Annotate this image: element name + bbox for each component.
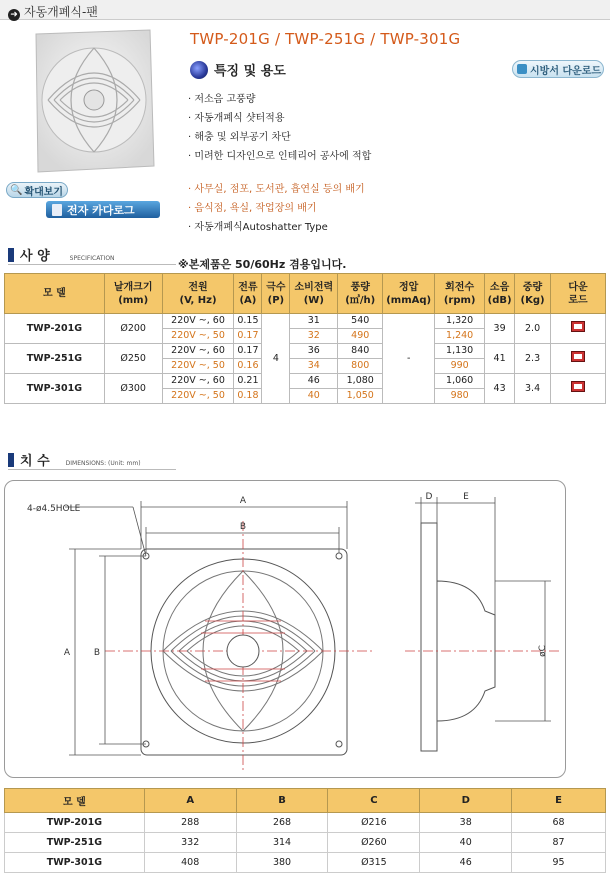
table-cell: 268	[236, 813, 328, 833]
table-cell: 220V ~, 50	[162, 329, 234, 344]
table-cell: 990	[435, 359, 485, 374]
breadcrumb	[0, 0, 610, 20]
breadcrumb-label: 자동개폐식-팬	[24, 5, 98, 19]
col-header: E	[512, 789, 606, 813]
static-pressure-cell: -	[383, 314, 435, 404]
list-item: · 자동개폐식Autoshatter Type	[188, 222, 328, 233]
table-cell: 1,320	[435, 314, 485, 329]
list-item: · 해충 및 외부공기 차단	[188, 132, 291, 143]
dim-label-c: øC	[538, 645, 548, 657]
col-header: 중량 (Kg)	[515, 274, 551, 314]
dim-label-e: E	[463, 492, 469, 502]
dimensions-heading: 치 수 DIMENSIONS: (Unit: mm)	[8, 450, 141, 469]
table-cell: 34	[290, 359, 338, 374]
col-header: 소음 (dB)	[485, 274, 515, 314]
table-cell: 380	[236, 853, 328, 873]
table-cell: Ø216	[328, 813, 420, 833]
table-cell: 36	[290, 344, 338, 359]
table-row	[5, 344, 606, 359]
magnifier-icon: 🔍	[10, 184, 23, 196]
col-header: D	[420, 789, 512, 813]
table-cell: TWP-301G	[5, 853, 145, 873]
table-cell: 0.18	[234, 389, 262, 404]
divider	[8, 469, 176, 470]
table-cell: 2.3	[515, 344, 551, 374]
table-row	[5, 314, 606, 329]
dim-label-b: B	[239, 522, 247, 532]
poles-cell: 4	[262, 314, 290, 404]
table-cell: 39	[485, 314, 515, 344]
col-header: 모 델	[5, 789, 145, 813]
table-row	[5, 813, 606, 833]
table-cell: 980	[435, 389, 485, 404]
col-header: C	[328, 789, 420, 813]
col-header: 모 델	[5, 274, 105, 314]
e-catalog-button[interactable]: 전자 카다로그	[46, 201, 160, 218]
list-item: · 저소음 고풍량	[188, 94, 256, 105]
zoom-button[interactable]: 🔍 확대보기	[6, 182, 68, 198]
features-heading: 특징 및 용도	[190, 60, 286, 79]
table-cell: 2.0	[515, 314, 551, 344]
table-cell: TWP-251G	[5, 344, 105, 374]
table-cell: 314	[236, 833, 328, 853]
col-header: 날개크기 (mm)	[104, 274, 162, 314]
table-cell: Ø315	[328, 853, 420, 873]
table-cell: 31	[290, 314, 338, 329]
table-cell: 0.17	[234, 344, 262, 359]
section-marker	[8, 453, 14, 467]
table-cell: 46	[290, 374, 338, 389]
table-row	[5, 853, 606, 873]
table-cell: 43	[485, 374, 515, 404]
table-cell: 490	[338, 329, 383, 344]
col-header: B	[236, 789, 328, 813]
table-cell: 46	[420, 853, 512, 873]
table-cell: Ø250	[104, 344, 162, 374]
col-header: 전원 (V, Hz)	[162, 274, 234, 314]
table-cell: 220V ~, 60	[162, 374, 234, 389]
col-header: A	[144, 789, 236, 813]
col-header: 회전수 (rpm)	[435, 274, 485, 314]
table-cell: 38	[420, 813, 512, 833]
table-cell: 220V ~, 60	[162, 314, 234, 329]
table-cell	[551, 314, 606, 344]
section-marker	[8, 248, 14, 262]
drawing-svg	[5, 481, 565, 777]
table-cell: 0.17	[234, 329, 262, 344]
col-header: 정압 (mmAq)	[383, 274, 435, 314]
table-cell: 32	[290, 329, 338, 344]
table-cell: 87	[512, 833, 606, 853]
divider	[8, 264, 176, 265]
orb-icon	[190, 61, 208, 79]
dim-label-b-vertical: B	[93, 648, 101, 658]
table-cell: Ø260	[328, 833, 420, 853]
table-cell: 41	[485, 344, 515, 374]
dim-label-a-vertical: A	[63, 648, 71, 658]
spec-table	[4, 273, 606, 404]
table-row	[5, 833, 606, 853]
table-row	[5, 374, 606, 389]
table-cell: 3.4	[515, 374, 551, 404]
col-header: 극수 (P)	[262, 274, 290, 314]
table-cell: TWP-251G	[5, 833, 145, 853]
table-cell: 408	[144, 853, 236, 873]
table-cell: 0.21	[234, 374, 262, 389]
table-cell: 540	[338, 314, 383, 329]
book-icon	[52, 204, 62, 216]
table-cell: TWP-201G	[5, 813, 145, 833]
table-cell: 0.15	[234, 314, 262, 329]
table-cell: 1,080	[338, 374, 383, 389]
frequency-note: ※본제품은 50/60Hz 겸용입니다.	[178, 258, 347, 271]
use-list	[188, 180, 365, 237]
table-cell: 1,050	[338, 389, 383, 404]
product-photo	[28, 26, 158, 176]
spec-heading: 사 양 SPECIFICATION	[8, 245, 115, 264]
table-cell: 220V ~, 60	[162, 344, 234, 359]
table-cell: 840	[338, 344, 383, 359]
hole-label: 4-ø4.5HOLE	[27, 504, 81, 514]
table-cell: 220V ~, 50	[162, 359, 234, 374]
download-icon[interactable]	[571, 351, 585, 362]
table-cell: 40	[290, 389, 338, 404]
table-cell: TWP-301G	[5, 374, 105, 404]
list-item: · 음식점, 욕실, 작업장의 배기	[188, 203, 317, 214]
table-cell: 220V ~, 50	[162, 389, 234, 404]
table-cell: 1,240	[435, 329, 485, 344]
feature-list	[188, 90, 371, 166]
col-header: 소비전력 (W)	[290, 274, 338, 314]
dim-label-d: D	[425, 492, 433, 502]
download-icon	[517, 64, 527, 74]
dimensions-table	[4, 788, 606, 873]
table-cell	[551, 374, 606, 404]
table-cell	[551, 344, 606, 374]
table-cell: 800	[338, 359, 383, 374]
list-item: · 자동개폐식 샷터적용	[188, 113, 285, 124]
dim-label-a: A	[239, 496, 247, 506]
download-icon[interactable]	[571, 321, 585, 332]
table-cell: 95	[512, 853, 606, 873]
col-header: 전류 (A)	[234, 274, 262, 314]
table-cell: 288	[144, 813, 236, 833]
table-cell: 40	[420, 833, 512, 853]
arrow-circle-icon: ➜	[8, 9, 20, 21]
table-cell: TWP-201G	[5, 314, 105, 344]
col-header: 풍량 (㎥/h)	[338, 274, 383, 314]
table-cell: 1,060	[435, 374, 485, 389]
dimension-drawing	[4, 480, 566, 778]
download-icon[interactable]	[571, 381, 585, 392]
list-item: · 미려한 디자인으로 인테리어 공사에 적합	[188, 151, 372, 162]
table-cell: 68	[512, 813, 606, 833]
table-cell: 332	[144, 833, 236, 853]
spec-download-button[interactable]: 시방서 다운로드	[512, 60, 604, 78]
models-title: TWP-201G / TWP-251G / TWP-301G	[190, 30, 461, 48]
table-cell: 1,130	[435, 344, 485, 359]
table-cell: Ø200	[104, 314, 162, 344]
list-item: · 사무실, 점포, 도서관, 흡연실 등의 배기	[188, 184, 365, 195]
col-header: 다운 로드	[551, 274, 606, 314]
table-cell: 0.16	[234, 359, 262, 374]
table-cell: Ø300	[104, 374, 162, 404]
